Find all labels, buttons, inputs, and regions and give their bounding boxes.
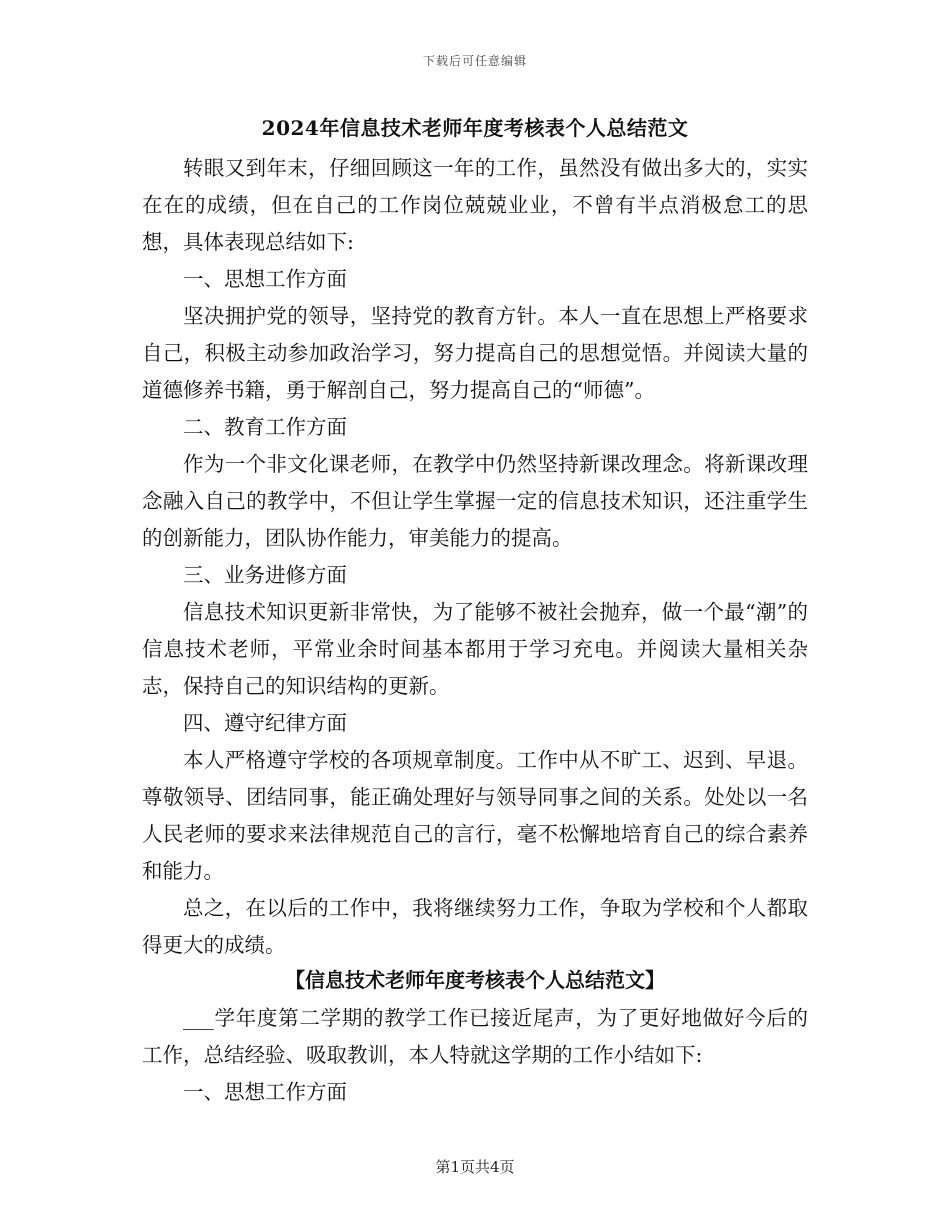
page-indicator: 第1页共4页 [435,1158,515,1176]
paragraph: 坚决拥护党的领导，坚持党的教育方针。本人一直在思想上严格要求自己，积极主动参加政治学习，努力提高自己的思想觉悟。并阅读大量的道德修养书籍，勇于解剖自己，努力提高自己的“师德”。 [142,304,808,402]
header-note: 下载后可任意编辑 [422,54,527,68]
heading-professional-study: 三、业务进修方面 [183,563,347,587]
paragraph: 转眼又到年末，仔细回顾这一年的工作，虽然没有做出多大的，实实在在的成绩，但在自己的工作岗位兢兢业业，不曾有半点消极怠工的思想，具体表现总结如下: [142,156,808,254]
document-title: 2024年信息技术老师年度考核表个人总结范文 [261,116,689,140]
heading-education-work: 二、教育工作方面 [183,415,347,439]
paragraph-conclusion: 总之，在以后的工作中，我将继续努力工作，争取为学校和个人都取得更大的成绩。 [142,896,808,957]
section-title: 【信息技术老师年度考核表个人总结范文】 [285,968,665,992]
paragraph: 作为一个非文化课老师，在教学中仍然坚持新课改理念。将新课改理念融入自己的教学中，不但让学生掌握一定的信息技术知识，还注重学生的创新能力，团队协作能力，审美能力的提高。 [142,452,808,550]
paragraph: ___学年度第二学期的教学工作已接近尾声，为了更好地做好今后的工作，总结经验、吸取教训，本人特就这学期的工作小结如下: [142,1006,808,1067]
heading-thought-work: 一、思想工作方面 [183,1080,347,1104]
paragraph: 本人严格遵守学校的各项规章制度。工作中从不旷工、迟到、早退。尊敬领导、团结同事，能正确处理好与领导同事之间的关系。处处以一名人民老师的要求来法律规范自己的言行，毫不松懈地培育自己的综合素养和能力。 [142,748,808,883]
heading-discipline: 四、遵守纪律方面 [183,711,347,735]
document-body [142,112,808,1111]
heading-thought-work: 一、思想工作方面 [183,267,347,291]
paragraph: 信息技术知识更新非常快，为了能够不被社会抛弃，做一个最“潮”的信息技术老师，平常业余时间基本都用于学习充电。并阅读大量相关杂志，保持自己的知识结构的更新。 [142,600,808,698]
